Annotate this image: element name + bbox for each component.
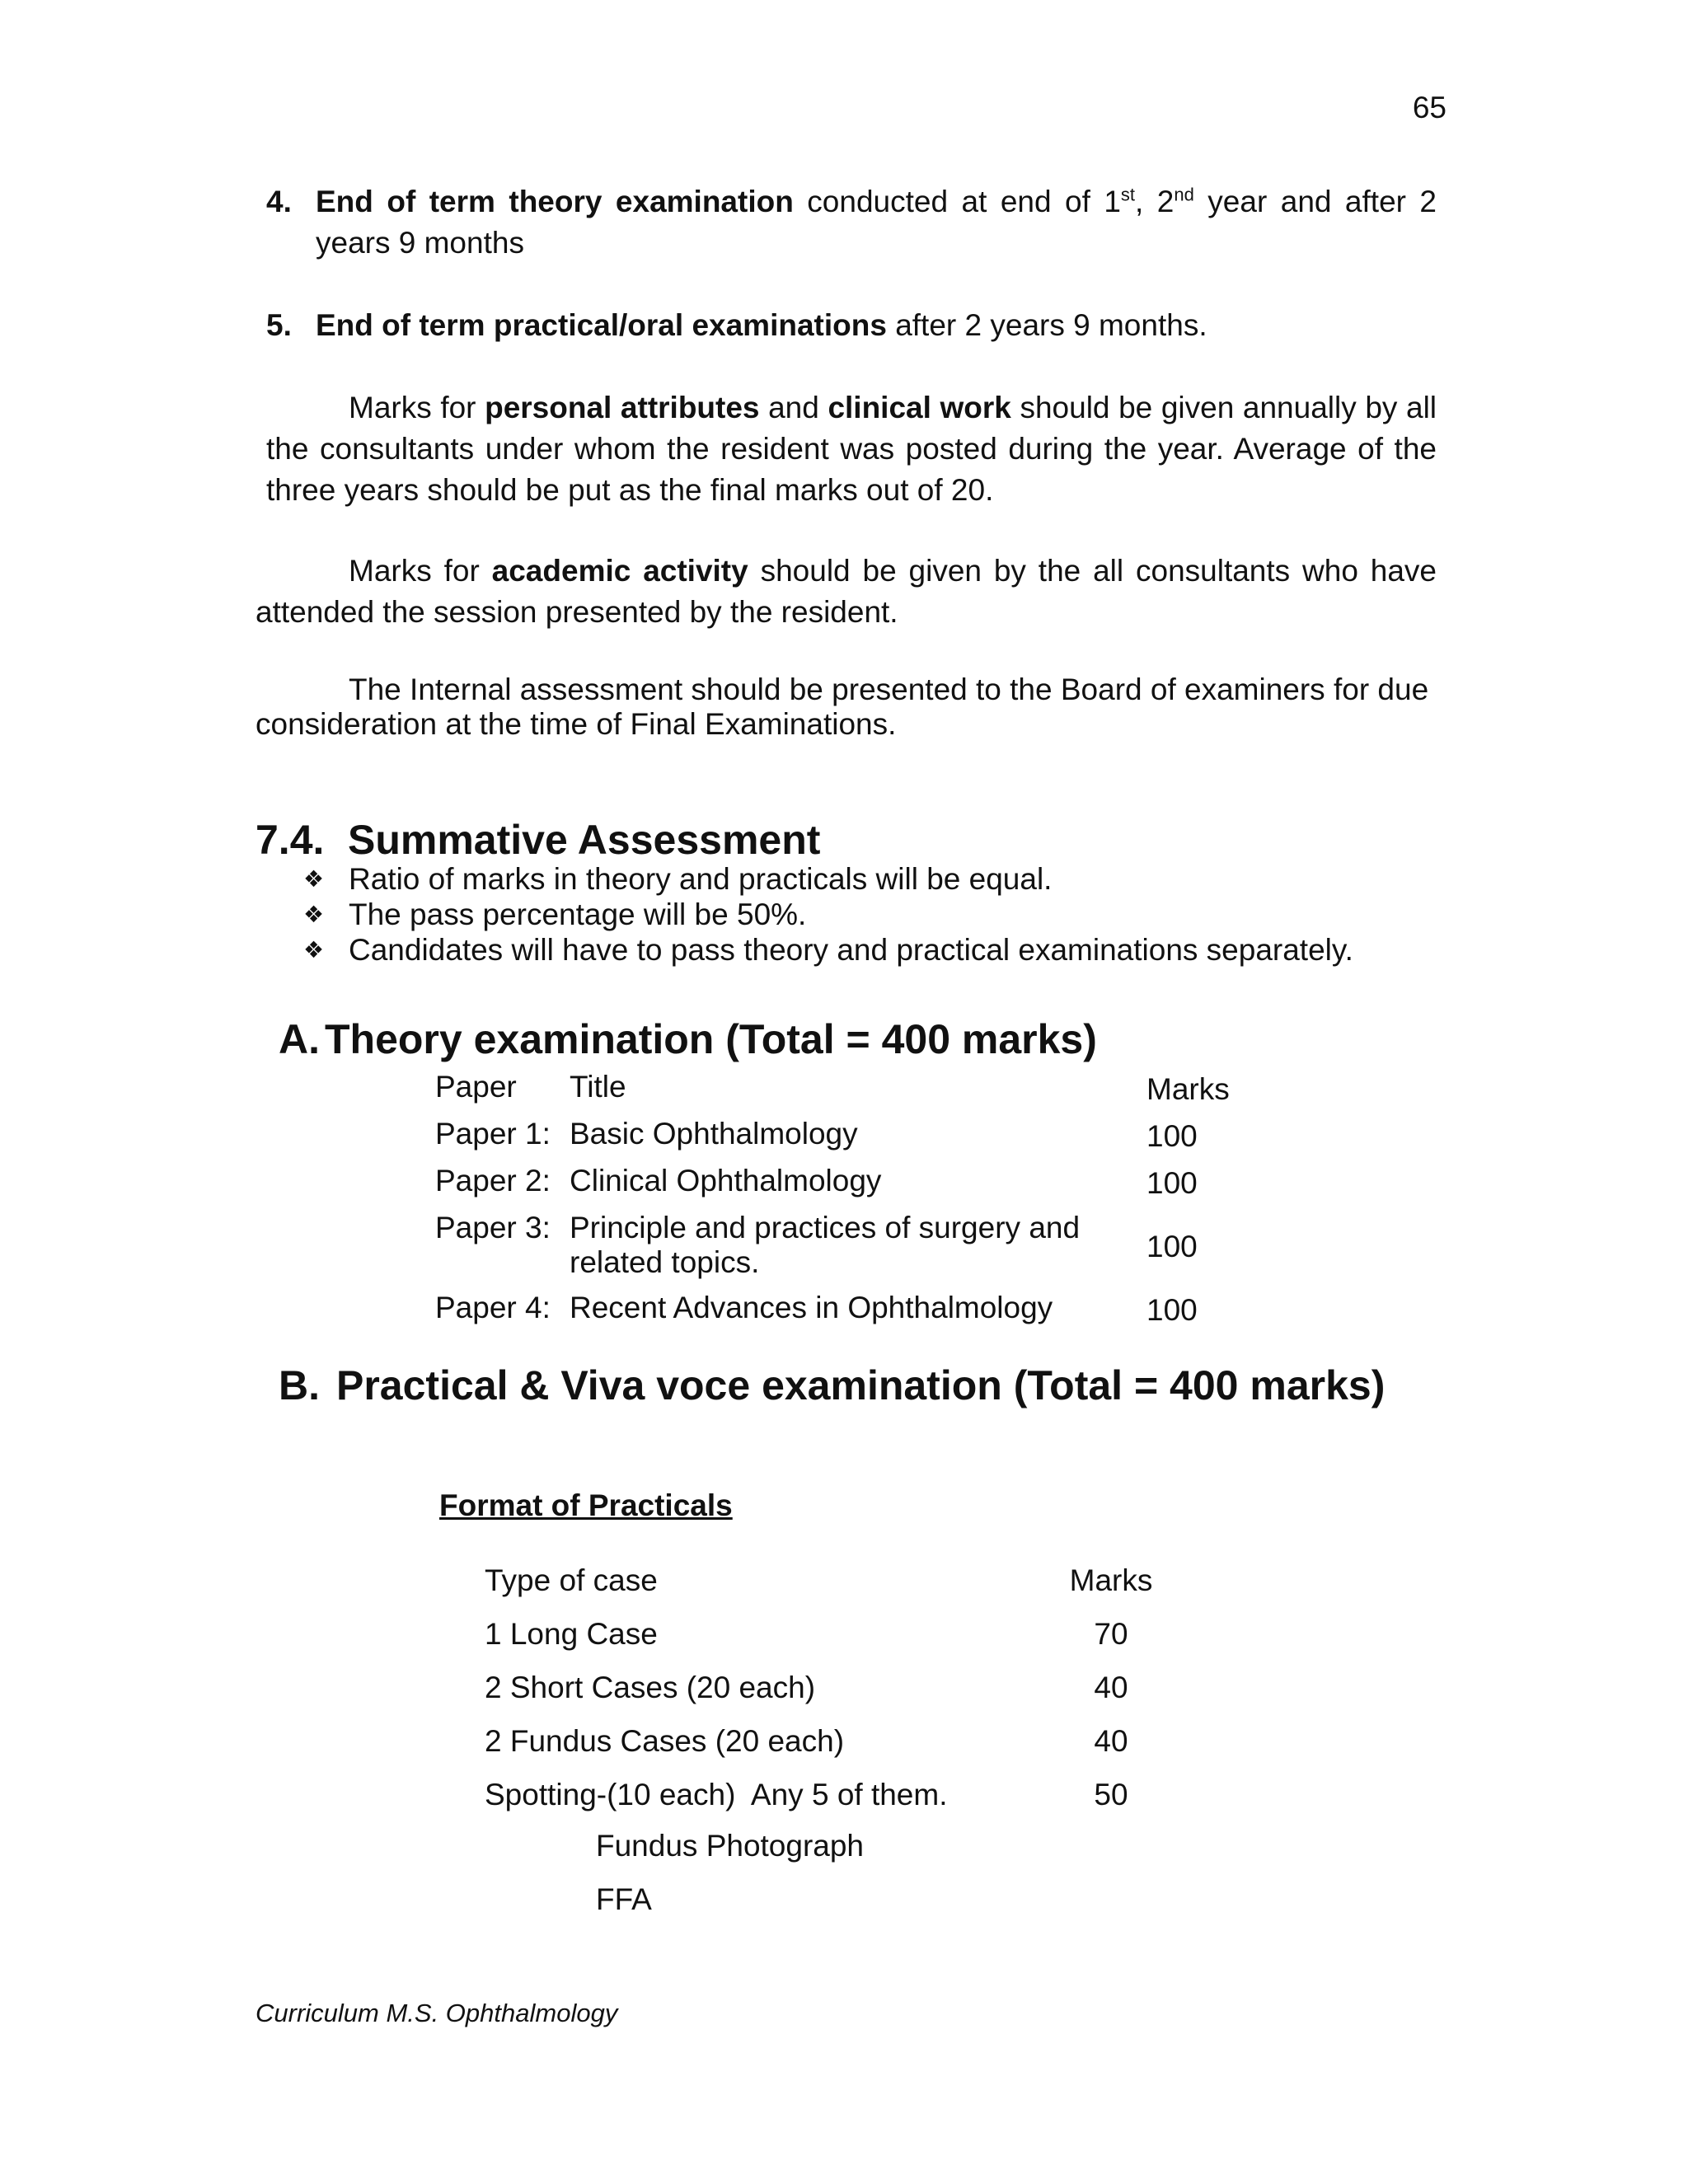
title-cell: Recent Advances in Ophthalmology — [570, 1291, 1053, 1324]
item-bold-text: End of term practical/oral examinations — [316, 308, 887, 342]
title-cell: Clinical Ophthalmology — [570, 1164, 882, 1197]
paper-cell: Paper 2: — [435, 1164, 551, 1197]
paper-cell: Paper 3: — [435, 1211, 551, 1244]
item-number: 4. — [266, 185, 292, 218]
list-item — [303, 897, 1353, 932]
table-row — [435, 1286, 1270, 1333]
marks-cell: 100 — [1146, 1165, 1198, 1200]
bullet-text: The pass percentage will be 50%. — [349, 898, 807, 931]
paper-cell: Paper 4: — [435, 1291, 551, 1324]
page-number: 65 — [1412, 91, 1447, 124]
summative-bullet-list — [303, 861, 1353, 968]
title-cell: Principle and practices of surgery and related topics. — [570, 1211, 1081, 1279]
text: should be given by the all consultants who have attended the session presented by the resident. — [256, 554, 1437, 629]
bullet-text: Ratio of marks in theory and practicals will be equal. — [349, 862, 1053, 896]
diamond-bullet-icon: ❖ — [303, 866, 325, 892]
paragraph-academic-activity — [256, 551, 1437, 633]
column-header: Marks — [1146, 1071, 1230, 1106]
marks-cell: 100 — [1146, 1292, 1198, 1327]
diamond-bullet-icon: ❖ — [303, 937, 325, 963]
type-cell: 1 Long Case — [485, 1616, 658, 1651]
marks-cell: 40 — [1094, 1670, 1128, 1704]
section-number: 7.4. — [256, 817, 325, 863]
spotting-items-list — [596, 1819, 864, 1926]
superscript: nd — [1174, 184, 1194, 205]
title-cell: Basic Ophthalmology — [570, 1117, 858, 1151]
type-cell: 2 Fundus Cases (20 each) — [485, 1723, 845, 1758]
item-body — [316, 305, 1437, 346]
item-text: , 2 — [1135, 185, 1175, 218]
marks-cell: 70 — [1094, 1616, 1128, 1651]
table-row — [435, 1113, 1270, 1160]
page-footer: Curriculum M.S. Ophthalmology — [256, 1999, 618, 2027]
table-header-row — [435, 1066, 1270, 1113]
diamond-bullet-icon: ❖ — [303, 902, 325, 927]
text: should be given annually by all the consultants under whom the resident was posted during the year. Average of the three years should be put as the final marks out of 20. — [266, 391, 1437, 507]
column-header: Paper — [435, 1070, 517, 1104]
type-cell: Spotting-(10 each) Any 5 of them. — [485, 1777, 948, 1811]
format-of-practicals-heading: Format of Practicals — [439, 1488, 733, 1522]
table-row — [485, 1661, 1160, 1714]
list-item: Fundus Photograph — [596, 1829, 865, 1863]
superscript: st — [1120, 184, 1136, 205]
text: and — [759, 391, 828, 424]
item-bold-text: End of term theory examination — [316, 185, 794, 218]
column-header: Type of case — [485, 1563, 658, 1597]
table-row — [485, 1768, 1160, 1821]
bullet-text: Candidates will have to pass theory and practical examinations separately. — [349, 933, 1353, 967]
list-item — [303, 861, 1353, 897]
text: Marks for — [349, 554, 492, 588]
practical-marks-table — [485, 1554, 1160, 1821]
list-item-4 — [266, 181, 1437, 264]
table-row — [485, 1607, 1160, 1661]
paragraph-personal-attributes — [266, 387, 1437, 511]
paragraph-internal-assessment: The Internal assessment should be presented to the Board of examiners for due consideration at the time of Final Examinations. — [256, 673, 1429, 741]
section-heading-summative — [256, 816, 820, 864]
text: Marks for — [349, 391, 485, 424]
table-header-row — [485, 1554, 1160, 1607]
item-body — [316, 181, 1437, 264]
heading-theory-examination — [279, 1015, 1097, 1063]
item-text: conducted at end of 1 — [793, 185, 1121, 218]
theory-marks-table — [435, 1066, 1270, 1333]
item-number: 5. — [266, 308, 292, 342]
paper-cell: Paper 1: — [435, 1117, 551, 1151]
marks-cell: 100 — [1146, 1229, 1198, 1263]
heading-letter: A. — [279, 1016, 320, 1062]
heading-practical-examination — [279, 1361, 1385, 1409]
marks-cell: 50 — [1094, 1777, 1128, 1811]
list-item: FFA — [596, 1882, 652, 1916]
marks-cell: 40 — [1094, 1723, 1128, 1758]
bold-text: academic activity — [491, 554, 748, 588]
heading-letter: B. — [279, 1362, 320, 1408]
marks-cell: 100 — [1146, 1118, 1198, 1153]
column-header: Title — [570, 1070, 626, 1104]
section-title: Summative Assessment — [348, 817, 821, 863]
column-header: Marks — [1069, 1563, 1153, 1597]
item-text: year and after 2 years 9 months — [316, 185, 1437, 260]
bold-text: clinical work — [828, 391, 1011, 424]
item-text: after 2 years 9 months. — [886, 308, 1207, 342]
list-item — [303, 932, 1353, 968]
heading-title: Practical & Viva voce examination (Total = 400 marks) — [336, 1362, 1386, 1408]
table-row — [435, 1207, 1270, 1286]
heading-title: Theory examination (Total = 400 marks) — [325, 1016, 1097, 1062]
table-row — [485, 1714, 1160, 1768]
type-cell: 2 Short Cases (20 each) — [485, 1670, 816, 1704]
table-row — [435, 1160, 1270, 1207]
list-item-5 — [266, 305, 1437, 346]
bold-text: personal attributes — [485, 391, 760, 424]
